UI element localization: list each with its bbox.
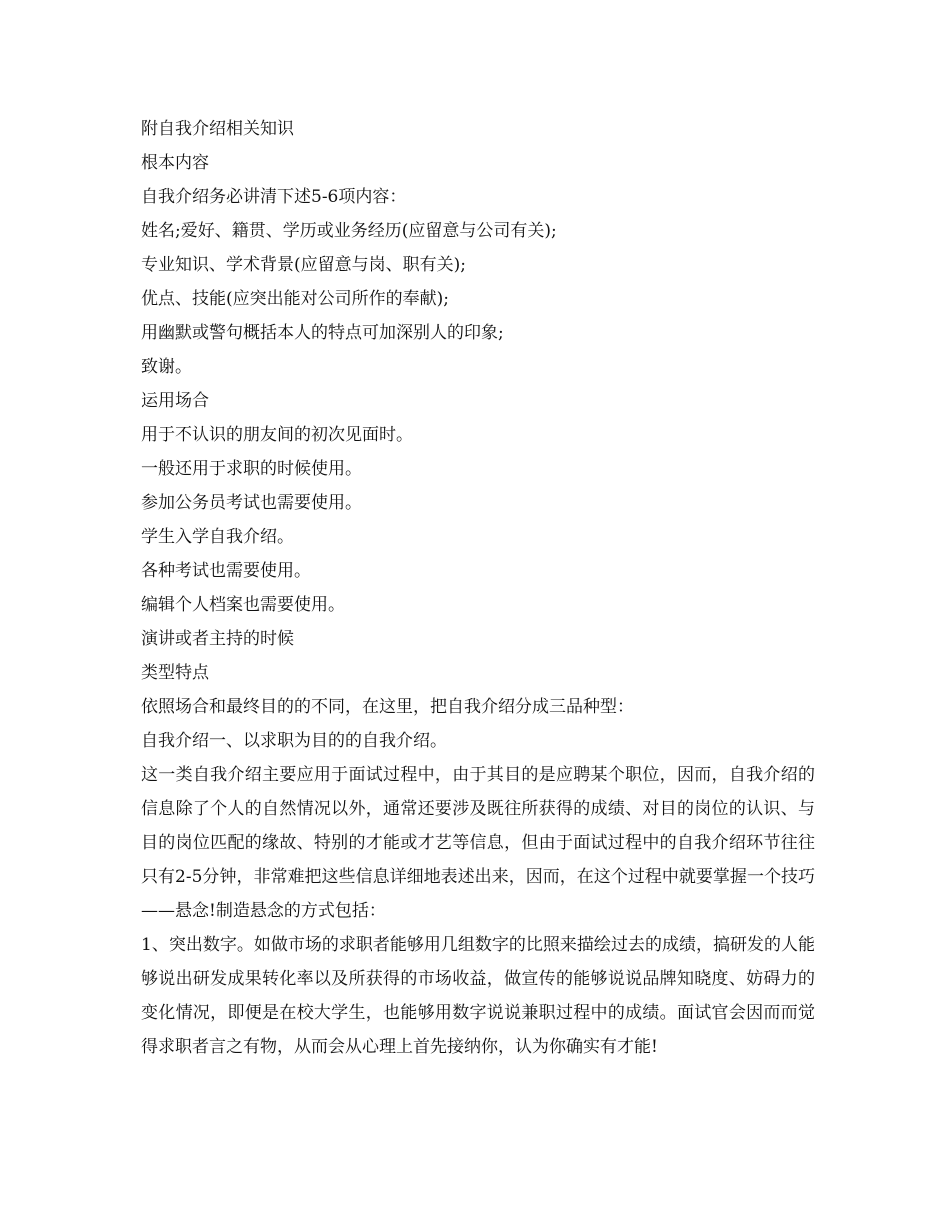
list-item: 优点、技能(应突出能对公司所作的奉献); (141, 289, 449, 309)
list-item: 参加公务员考试也需要使用。 (141, 493, 362, 513)
list-item: 专业知识、学术背景(应留意与岗、职有关); (141, 255, 466, 275)
section-heading-types: 类型特点 (141, 663, 209, 683)
list-item: 用幽默或警句概括本人的特点可加深别人的印象; (141, 323, 504, 343)
list-item: 一般还用于求职的时候使用。 (141, 459, 362, 479)
text-line: 自我介绍一、以求职为目的的自我介绍。 (141, 731, 447, 751)
section-heading-usage: 运用场合 (141, 391, 209, 411)
list-item: 各种考试也需要使用。 (141, 561, 311, 581)
list-item: 用于不认识的朋友间的初次见面时。 (141, 425, 413, 445)
body-paragraph: 1、突出数字。如做市场的求职者能够用几组数字的比照来描绘过去的成绩，搞研发的人能够说出研发成果转化率以及所获得的市场收益，做宣传的能够说说品牌知晓度、妨碍力的变化情况，即便是在校大学生，也能够用数字说说兼职过程中的成绩。面试官会因而而觉得求职者言之有物，从而会从心理上首先接纳你，认为你确实有才能! (141, 935, 815, 1057)
text-line: 依照场合和最终目的的不同，在这里，把自我介绍分成三品种型： (141, 697, 634, 717)
document-body (141, 112, 815, 1064)
list-item: 演讲或者主持的时候 (141, 629, 294, 649)
list-item: 学生入学自我介绍。 (141, 527, 294, 547)
text-line: 自我介绍务必讲清下述5-6项内容： (141, 187, 407, 207)
list-item: 姓名;爱好、籍贯、学历或业务经历(应留意与公司有关); (141, 221, 557, 241)
doc-heading: 附自我介绍相关知识 (141, 119, 294, 139)
list-item: 致谢。 (141, 357, 192, 377)
section-heading-basic-content: 根本内容 (141, 153, 209, 173)
list-item: 编辑个人档案也需要使用。 (141, 595, 345, 615)
body-paragraph: 这一类自我介绍主要应用于面试过程中，由于其目的是应聘某个职位，因而，自我介绍的信息除了个人的自然情况以外，通常还要涉及既往所获得的成绩、对目的岗位的认识、与目的岗位匹配的缘故、特别的才能或才艺等信息，但由于面试过程中的自我介绍环节往往只有2-5分钟，非常难把这些信息详细地表述出来，因而，在这个过程中就要掌握一个技巧——悬念!制造悬念的方式包括： (141, 765, 815, 921)
